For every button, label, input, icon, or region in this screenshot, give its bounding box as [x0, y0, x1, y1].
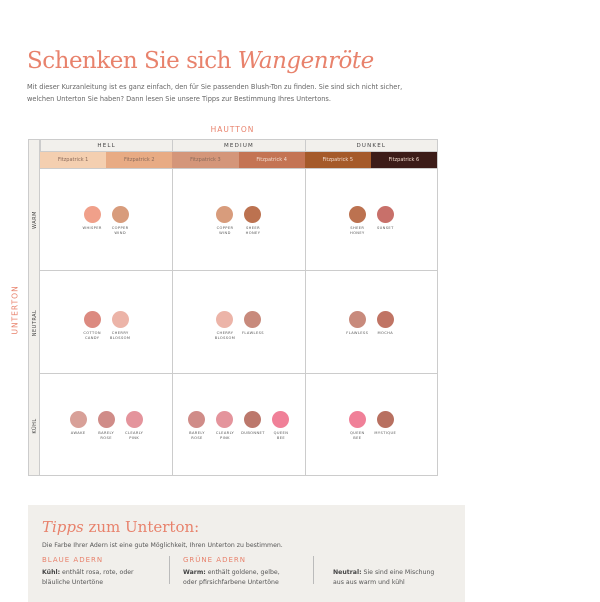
row-label-0	[29, 168, 40, 271]
swatch-label: CHERRY BLOSSOM	[109, 331, 131, 341]
divider	[313, 556, 314, 584]
tip-neutral: Neutral: Sie sind eine Mischung aus aus warm und kühl	[333, 569, 435, 586]
tips-panel	[28, 505, 465, 602]
swatch-color	[112, 206, 129, 223]
blush-swatch[interactable]	[377, 206, 394, 236]
blush-matrix	[28, 139, 438, 476]
blush-swatch[interactable]	[272, 411, 289, 441]
swatch-color	[244, 411, 261, 428]
hautton-axis-title: HAUTTON	[210, 125, 255, 134]
group-hell: HELL	[40, 140, 172, 151]
fitzpatrick-2: Fitzpatrick 2	[106, 152, 172, 168]
swatch-label: FLAWLESS	[346, 331, 369, 336]
swatch-label: MYSTIQUE	[374, 430, 397, 435]
swatch-color	[349, 311, 366, 328]
blush-swatch[interactable]	[84, 311, 101, 341]
swatch-label: QUEEN BEE	[349, 430, 365, 440]
swatch-label: COPPER WIND	[216, 226, 234, 235]
row-label-text: WARM	[31, 210, 38, 229]
swatch-color	[216, 311, 233, 328]
blush-swatch[interactable]	[216, 411, 233, 441]
swatch-label: WHISPER	[82, 226, 102, 230]
swatch-grid	[40, 168, 437, 475]
swatch-label: QUEEN BEE	[273, 430, 289, 440]
swatch-label: FLAWLESS	[241, 331, 264, 336]
blush-swatch[interactable]	[241, 411, 265, 441]
swatch-color	[216, 206, 233, 223]
swatch-color	[112, 311, 129, 328]
swatch-label: BARELY ROSE	[98, 430, 115, 440]
swatch-color	[84, 311, 101, 328]
row-label-2	[29, 374, 40, 477]
matrix-cell	[305, 168, 437, 270]
swatch-label: SHEER HONEY	[245, 226, 261, 235]
swatch-group	[349, 206, 394, 236]
swatch-color	[349, 206, 366, 223]
blush-swatch[interactable]	[374, 411, 397, 441]
matrix-cell	[305, 270, 437, 372]
blush-swatch[interactable]	[188, 411, 205, 441]
swatch-label: CLEARLY PINK	[125, 430, 144, 440]
group-medium: MEDIUM	[172, 140, 304, 151]
page-title: Schenken Sie sich Wangenröte	[27, 48, 374, 74]
group-dunkel: DUNKEL	[305, 140, 437, 151]
tips-title: Tipps zum Unterton:	[42, 518, 200, 536]
swatch-label: AWAKE	[70, 430, 86, 435]
swatch-group	[84, 311, 129, 341]
swatch-group	[188, 411, 289, 441]
tip-blue-veins: BLAUE ADERN Kühl: enthält rosa, rote, oder bläuliche Untertöne	[42, 556, 134, 586]
fitzpatrick-6: Fitzpatrick 6	[371, 152, 437, 168]
swatch-label: SHEER HONEY	[349, 226, 365, 235]
blush-swatch[interactable]	[98, 411, 115, 441]
tips-intro: Die Farbe Ihrer Adern ist eine gute Möglichkeit, Ihren Unterton zu bestimmen.	[42, 542, 283, 549]
swatch-color	[349, 411, 366, 428]
fitzpatrick-5: Fitzpatrick 5	[305, 152, 371, 168]
blush-swatch[interactable]	[84, 206, 101, 236]
blush-swatch[interactable]	[70, 411, 87, 441]
fitzpatrick-1: Fitzpatrick 1	[40, 152, 106, 168]
swatch-color	[126, 411, 143, 428]
swatch-color	[70, 411, 87, 428]
swatch-color	[244, 311, 261, 328]
matrix-cell	[40, 373, 172, 475]
blush-swatch[interactable]	[244, 206, 261, 236]
matrix-cell	[305, 373, 437, 475]
row-label-1	[29, 271, 40, 374]
swatch-label: SUNSET	[376, 226, 394, 230]
swatch-label: BARELY ROSE	[189, 430, 205, 440]
blush-swatch[interactable]	[216, 206, 233, 236]
blush-swatch[interactable]	[241, 311, 264, 341]
swatch-label: COPPER WIND	[111, 226, 129, 235]
swatch-group	[216, 206, 261, 236]
blush-swatch[interactable]	[349, 411, 366, 441]
divider	[169, 556, 170, 584]
blush-swatch[interactable]	[377, 311, 394, 336]
swatch-label: CLEARLY PINK	[215, 430, 235, 440]
row-label-text: NEUTRAL	[31, 309, 38, 336]
swatch-label: MOCHA	[377, 331, 394, 336]
swatch-color	[188, 411, 205, 428]
matrix-cell	[172, 373, 304, 475]
swatch-group	[70, 411, 143, 441]
fitzpatrick-row	[40, 152, 437, 168]
matrix-cell	[40, 168, 172, 270]
swatch-label: CHERRY BLOSSOM	[214, 331, 236, 341]
swatch-color	[377, 206, 394, 223]
swatch-group	[349, 411, 397, 441]
swatch-color	[98, 411, 115, 428]
swatch-color	[272, 411, 289, 428]
swatch-color	[377, 411, 394, 428]
matrix-cell	[172, 270, 304, 372]
blush-swatch[interactable]	[346, 311, 369, 336]
blush-swatch[interactable]	[214, 311, 236, 341]
swatch-color	[377, 311, 394, 328]
blush-swatch[interactable]	[112, 206, 129, 236]
skin-tone-groups	[40, 140, 437, 152]
blush-swatch[interactable]	[349, 206, 366, 236]
fitzpatrick-4: Fitzpatrick 4	[239, 152, 305, 168]
intro-text: Mit dieser Kurzanleitung ist es ganz einfach, den für Sie passenden Blush-Ton zu finden. Sie sind sich nicht sicher, welchen Unterton Sie haben? Dann lesen Sie unsere Tipps zur Bestimmung Ihres Untertons.	[27, 83, 403, 103]
row-label-text: KÜHL	[31, 417, 38, 434]
swatch-label: COTTON CANDY	[83, 331, 101, 341]
swatch-group	[346, 311, 394, 336]
tip-green-veins: GRÜNE ADERN Warm: enthält goldene, gelbe, oder pfirsichfarbene Untertöne	[183, 556, 280, 586]
blush-swatch[interactable]	[109, 311, 131, 341]
matrix-cell	[40, 270, 172, 372]
unterton-axis-title: UNTERTON	[10, 285, 20, 335]
swatch-color	[84, 206, 101, 223]
swatch-label: DUBONNET	[241, 430, 265, 435]
fitzpatrick-3: Fitzpatrick 3	[172, 152, 238, 168]
swatch-color	[216, 411, 233, 428]
swatch-group	[214, 311, 264, 341]
swatch-group	[84, 206, 129, 236]
matrix-cell	[172, 168, 304, 270]
blush-swatch[interactable]	[126, 411, 143, 441]
swatch-color	[244, 206, 261, 223]
